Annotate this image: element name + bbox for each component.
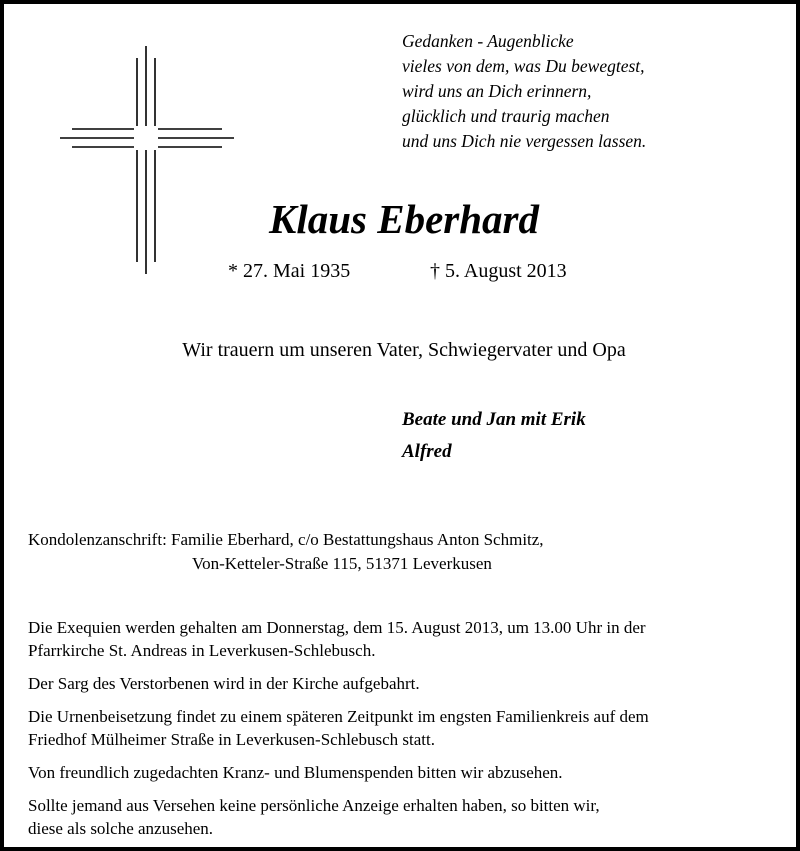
info-paragraph xyxy=(28,616,788,662)
family-line: Alfred xyxy=(402,441,452,462)
poem-line: Gedanken - Augenblicke xyxy=(402,31,574,51)
funeral-info xyxy=(28,616,788,850)
info-line: Die Urnenbeisetzung findet zu einem späteren Zeitpunkt im engsten Familienkreis auf dem xyxy=(28,707,649,726)
info-line: Von freundlich zugedachten Kranz- und Blumenspenden bitten wir abzusehen. xyxy=(28,763,563,782)
birth-date: * 27. Mai 1935 xyxy=(228,260,351,282)
deceased-name: Klaus Eberhard xyxy=(268,196,539,242)
info-line: Der Sarg des Verstorbenen wird in der Kirche aufgebahrt. xyxy=(28,674,420,693)
death-date: † 5. August 2013 xyxy=(430,260,567,282)
info-paragraph xyxy=(28,794,788,840)
mourning-line: Wir trauern um unseren Vater, Schwiegervater und Opa xyxy=(182,339,626,361)
info-line: Friedhof Mülheimer Straße in Leverkusen-Schlebusch statt. xyxy=(28,730,435,749)
condolence-address xyxy=(28,528,544,576)
info-paragraph xyxy=(28,705,788,751)
poem xyxy=(402,29,792,154)
poem-line: und uns Dich nie vergessen lassen. xyxy=(402,131,647,151)
poem-line: vieles von dem, was Du bewegtest, xyxy=(402,56,645,76)
info-line: Die Exequien werden gehalten am Donnerstag, dem 15. August 2013, um 13.00 Uhr in der xyxy=(28,618,646,637)
family-signatures xyxy=(402,404,586,468)
family-line: Beate und Jan mit Erik xyxy=(402,409,586,430)
info-line: Pfarrkirche St. Andreas in Leverkusen-Schlebusch. xyxy=(28,641,376,660)
condolence-line-1: Kondolenzanschrift: Familie Eberhard, c/o Bestattungshaus Anton Schmitz, xyxy=(28,530,544,549)
info-paragraph xyxy=(28,672,788,695)
info-line: Sollte jemand aus Versehen keine persönliche Anzeige erhalten haben, so bitten wir, xyxy=(28,796,600,815)
poem-line: wird uns an Dich erinnern, xyxy=(402,81,592,101)
condolence-line-2: Von-Ketteler-Straße 115, 51371 Leverkusen xyxy=(192,554,492,573)
info-line: diese als solche anzusehen. xyxy=(28,819,214,838)
info-paragraph xyxy=(28,761,788,784)
poem-line: glücklich und traurig machen xyxy=(402,106,610,126)
